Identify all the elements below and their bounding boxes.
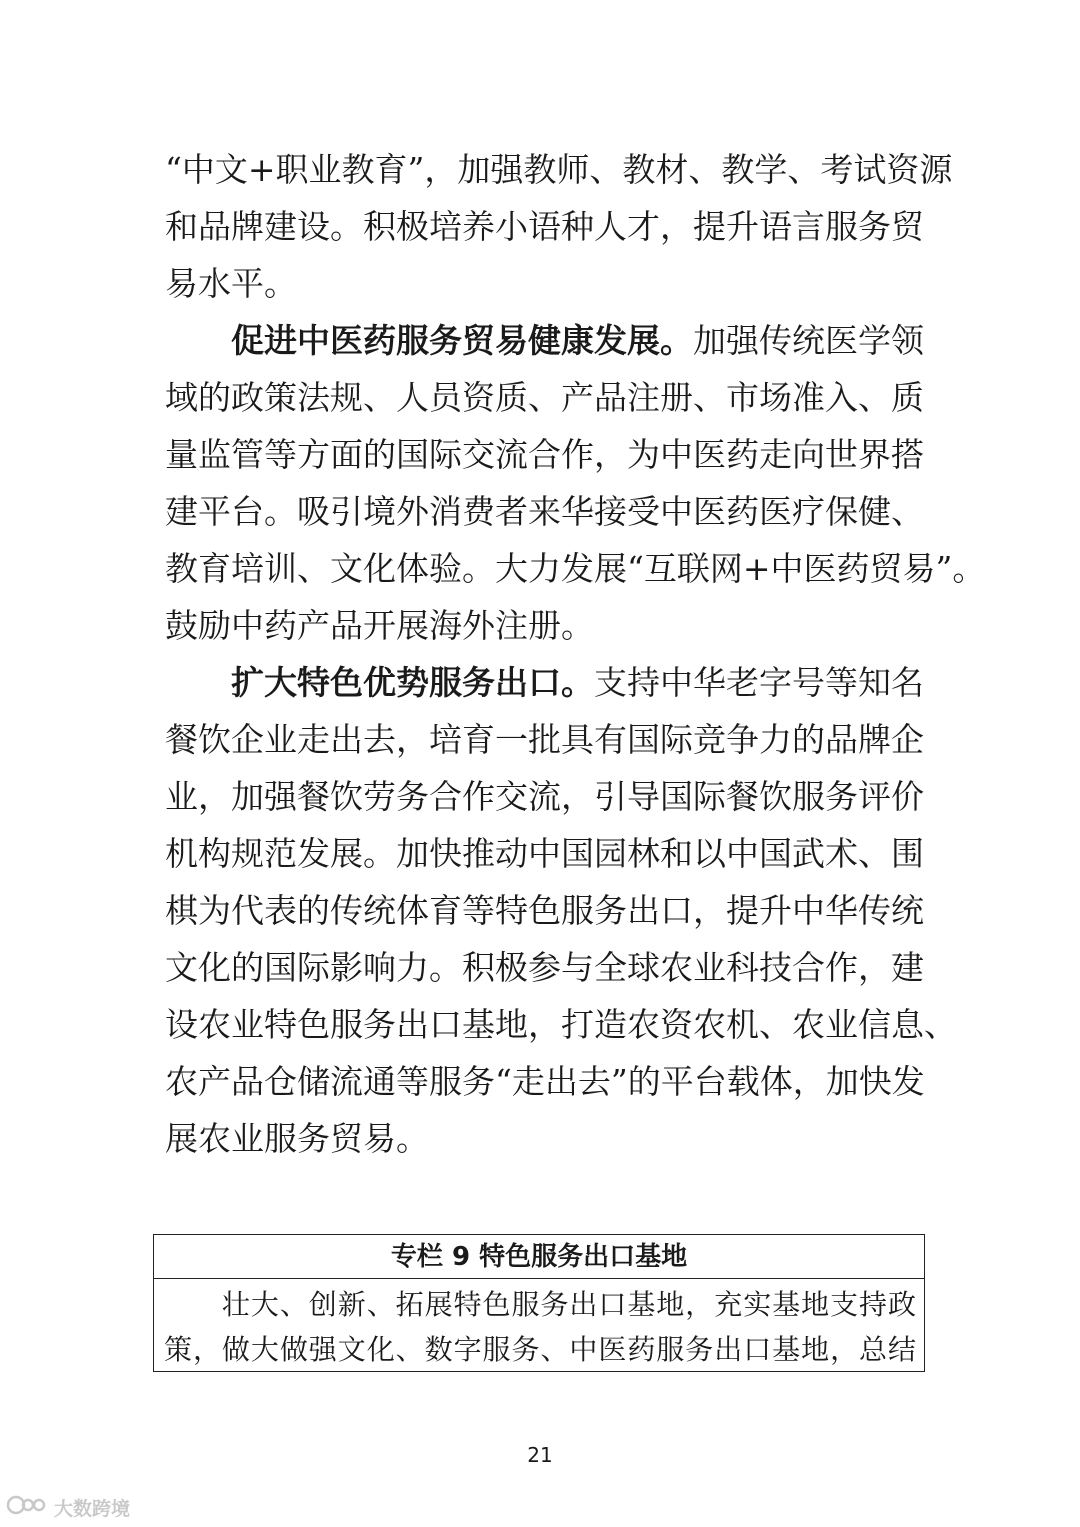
paragraph-1-line-3: 易水平。 bbox=[165, 264, 297, 303]
paragraph-3-line-8: 农产品仓储流通等服务“走出去”的平台载体，加快发 bbox=[165, 1062, 925, 1101]
paragraph-2-line-1 bbox=[231, 321, 924, 361]
paragraph-2-line-2: 域的政策法规、人员资质、产品注册、市场准入、质 bbox=[165, 378, 924, 417]
paragraph-2-line-3: 量监管等方面的国际交流合作，为中医药走向世界搭 bbox=[165, 435, 924, 474]
special-column-title: 专栏 9 特色服务出口基地 bbox=[154, 1235, 924, 1279]
paragraph-2-line-5: 教育培训、文化体验。大力发展“互联网+中医药贸易”。 bbox=[165, 549, 986, 588]
special-column-line-1: 壮大、创新、拓展特色服务出口基地，充实基地支持政 bbox=[164, 1288, 916, 1321]
special-column-line-2: 策，做大做强文化、数字服务、中医药服务出口基地，总结 bbox=[164, 1333, 916, 1366]
paragraph-3-line-5: 棋为代表的传统体育等特色服务出口，提升中华传统 bbox=[165, 891, 924, 930]
paragraph-3-line-3: 业，加强餐饮劳务合作交流，引导国际餐饮服务评价 bbox=[165, 777, 924, 816]
paragraph-3-line-7: 设农业特色服务出口基地，打造农资农机、农业信息、 bbox=[165, 1005, 957, 1044]
paragraph-2-line-6: 鼓励中药产品开展海外注册。 bbox=[165, 606, 594, 645]
paragraph-3-line-6: 文化的国际影响力。积极参与全球农业科技合作，建 bbox=[165, 948, 924, 987]
page-number: 21 bbox=[527, 1443, 553, 1467]
paragraph-3-heading: 扩大特色优势服务出口。 bbox=[231, 663, 594, 702]
paragraph-1-line-2: 和品牌建设。积极培养小语种人才，提升语言服务贸 bbox=[165, 207, 924, 246]
paragraph-3-first-line-text: 支持中华老字号等知名 bbox=[594, 663, 924, 702]
special-column-box bbox=[153, 1234, 925, 1372]
watermark-logo-icon bbox=[6, 1493, 48, 1522]
watermark bbox=[6, 1494, 130, 1520]
paragraph-3-line-1 bbox=[231, 663, 924, 703]
paragraph-1-line-1: “中文+职业教育”，加强教师、教材、教学、考试资源 bbox=[165, 150, 953, 189]
paragraph-3-line-2: 餐饮企业走出去，培育一批具有国际竞争力的品牌企 bbox=[165, 720, 924, 759]
paragraph-3-line-9: 展农业服务贸易。 bbox=[165, 1119, 429, 1158]
paragraph-2-heading: 促进中医药服务贸易健康发展。 bbox=[231, 321, 693, 360]
watermark-text: 大数跨境 bbox=[54, 1497, 131, 1520]
paragraph-2-line-4: 建平台。吸引境外消费者来华接受中医药医疗保健、 bbox=[165, 492, 924, 531]
paragraph-3-line-4: 机构规范发展。加快推动中国园林和以中国武术、围 bbox=[165, 834, 924, 873]
paragraph-2-first-line-text: 加强传统医学领 bbox=[693, 321, 924, 360]
